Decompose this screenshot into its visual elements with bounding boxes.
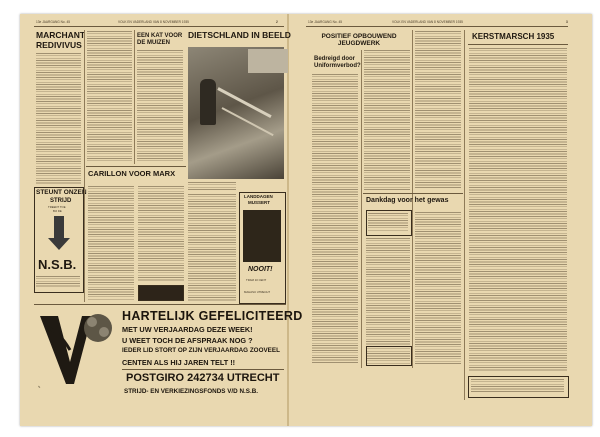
kerstmarsch-rule — [468, 44, 568, 45]
section-rule — [363, 193, 463, 194]
steunt-line4: BIJ DE — [53, 209, 62, 213]
arrow-head-icon — [48, 238, 70, 250]
ad-top-rule — [34, 304, 286, 305]
ad-line1: MET UW VERJAARDAG DEZE WEEK! — [122, 325, 253, 334]
postgiro-label: POSTGIRO 242734 UTRECHT — [126, 372, 280, 384]
left-page-number: 2 — [276, 20, 278, 24]
left-col2-text — [87, 31, 132, 161]
kat-headline: EEN KAT VOOR DE MUIZEN — [137, 33, 183, 46]
arrow-down-icon — [54, 216, 64, 238]
right-header-issue: 13e JAARGANG No. 45 — [308, 20, 343, 24]
page-fold — [287, 14, 289, 426]
right-header-title: VOLK EN VADERLAND VAN 8 NOVEMBER 1935 — [392, 20, 463, 24]
ad-signature: ✎ — [38, 385, 41, 389]
steunt-small-text — [36, 276, 80, 288]
ad-line4: CENTEN ALS HIJ JAREN TELT !! — [122, 358, 236, 367]
dietschland-headline: DIETSCHLAND IN BEELD — [188, 30, 291, 40]
ad-footer: STRIJD- EN VERKIEZINGSFONDS V/D N.S.B. — [124, 388, 258, 395]
steunt-line1: STEUNT ONZEN — [36, 189, 87, 196]
steunt-line2: STRIJD — [50, 198, 72, 204]
v-logo-icon — [36, 310, 116, 388]
column-divider — [361, 50, 362, 368]
dietschland-photo — [188, 47, 284, 179]
marchant-article-text — [36, 53, 81, 185]
right-colC-text — [415, 31, 461, 189]
carillon-headline: CARILLON VOOR MARX — [88, 169, 176, 178]
dankdag-col2-text — [415, 212, 461, 364]
ad-title: HARTELIJK GEFELICITEERD — [122, 309, 303, 323]
left-header-issue: 13e JAARGANG No. 45 — [36, 20, 71, 24]
ad-line2: U WEET TOCH DE AFSPRAAK NOG ? — [122, 336, 253, 345]
small-notice-box — [366, 346, 412, 366]
landdagen-line4: MAHASU UTRECHT — [244, 290, 271, 294]
left-header-rule — [34, 26, 284, 27]
marchant-headline: MARCHANT — [36, 30, 86, 40]
kerstmarsch-text — [469, 48, 567, 372]
right-colA-text — [312, 74, 358, 364]
left-col5-text — [188, 194, 236, 302]
column-divider — [84, 30, 85, 302]
steunt-line3: TREEDT TOE — [48, 205, 66, 209]
redivivus-headline: REDIVIVUS — [36, 40, 82, 50]
landdagen-line3: TRAM 10 CENT — [246, 278, 267, 282]
landdagen-line1: LANDDAGEN — [244, 194, 273, 199]
carillon-col1-text — [88, 186, 134, 300]
right-colB-text — [364, 50, 410, 190]
nooit-label: NOOIT! — [248, 266, 273, 273]
landdagen-image — [243, 210, 281, 262]
section-rule — [86, 166, 186, 167]
kerstmarsch-headline: KERSTMARSCH 1935 — [472, 32, 555, 41]
photo-caption-text — [188, 182, 236, 190]
small-ad-box — [138, 285, 184, 301]
nsb-label: N.S.B. — [38, 257, 77, 272]
dankdag-headline: Dankdag voor het gewas — [366, 197, 449, 204]
column-divider — [464, 30, 465, 400]
ad-rule — [122, 369, 284, 370]
landdagen-line2: MUSSERT — [248, 200, 271, 205]
right-page-number: 3 — [566, 20, 568, 24]
kerstmarsch-footer-text — [471, 379, 564, 393]
column-divider — [134, 30, 135, 164]
bedreigd-headline: Bedreigd door Uniformverbod? — [314, 56, 361, 69]
dankdag-box-text — [368, 213, 408, 231]
right-header-rule — [306, 26, 568, 27]
kat-article-text — [137, 50, 183, 162]
ad-line3: IEDER LID STORT OP ZIJN VERJAARDAG ZOOVEEL — [122, 347, 280, 354]
carillon-col2-text — [138, 186, 184, 282]
positief-headline: POSITIEF OPBOUWEND JEUGDWERK — [321, 33, 397, 48]
left-header-title: VOLK EN VADERLAND VAN 8 NOVEMBER 1935 — [118, 20, 189, 24]
